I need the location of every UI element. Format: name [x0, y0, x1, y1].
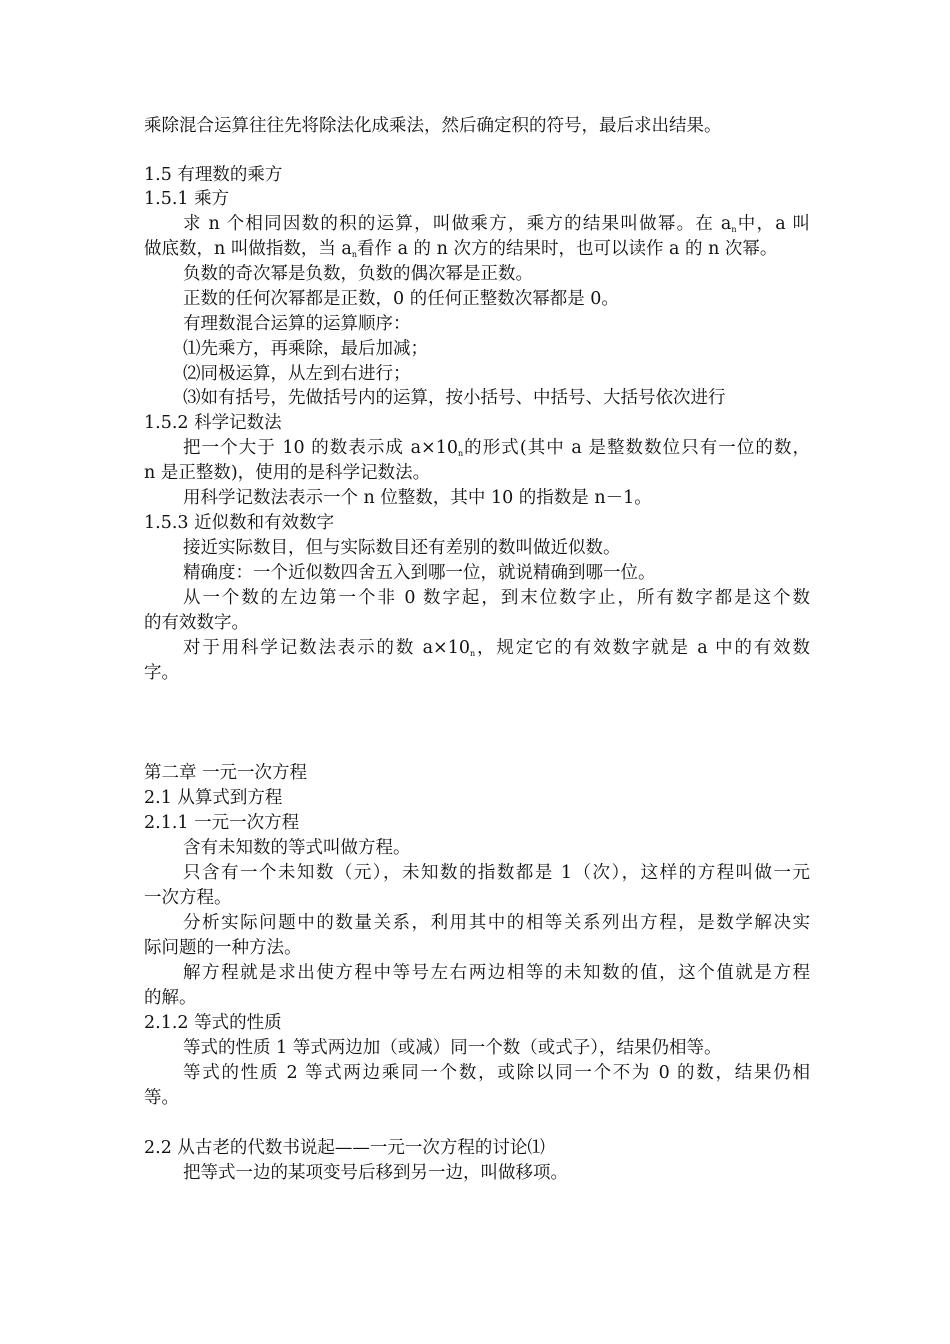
- paragraph-precision: 精确度：一个近似数四舍五入到哪一位，就说精确到哪一位。: [183, 563, 656, 583]
- subscript: n: [731, 225, 737, 234]
- paragraph-linear-eq-line2: 一次方程。: [144, 888, 232, 908]
- heading-1-5: 1.5 有理数的乘方: [144, 165, 283, 185]
- list-item-order-2: ⑵同极运算，从左到右进行；: [183, 364, 411, 384]
- paragraph-property-1: 等式的性质 1 等式两边加（或减）同一个数（或式子），结果仍相等。: [183, 1038, 722, 1058]
- text-run: 把一个大于 10 的数表示成 a×10: [183, 438, 458, 458]
- heading-1-5-2: 1.5.2 科学记数法: [144, 413, 282, 433]
- paragraph-approximate: 接近实际数目，但与实际数目还有差别的数叫做近似数。: [183, 538, 621, 558]
- text-run: 中，a 叫: [736, 214, 811, 234]
- text-run: 看作 a 的 n 次方的结果时，也可以读作 a 的 n 次幂。: [357, 239, 778, 259]
- paragraph-power-def-line2: [144, 237, 810, 264]
- list-item-order-3: ⑶如有括号，先做括号内的运算，按小括号、中括号、大括号依次进行: [183, 388, 726, 408]
- paragraph-negative-powers: 负数的奇次幂是负数，负数的偶次幂是正数。: [183, 264, 533, 284]
- paragraph-analysis-line2: 际问题的一种方法。: [144, 938, 302, 958]
- heading-2-1-2: 2.1.2 等式的性质: [144, 1013, 282, 1033]
- subscript: n: [351, 250, 357, 259]
- paragraph-property-2-line2: 等。: [144, 1088, 179, 1108]
- paragraph-power-def-line1: [183, 212, 810, 239]
- heading-1-5-1: 1.5.1 乘方: [144, 189, 230, 209]
- heading-2-1-1: 2.1.1 一元一次方程: [144, 813, 300, 833]
- paragraph-property-2-line1: 等式的性质 2 等式两边乘同一个数，或除以同一个不为 0 的数，结果仍相: [183, 1063, 810, 1083]
- paragraph-analysis-line1: 分析实际问题中的数量关系，利用其中的相等关系列出方程，是数学解决实: [183, 913, 810, 933]
- paragraph-equation-def: 含有未知数的等式叫做方程。: [183, 838, 411, 858]
- text-run: ，规定它的有效数字就是 a 中的有效数: [475, 638, 810, 658]
- list-item-order-1: ⑴先乘方，再乘除，最后加减；: [183, 339, 428, 359]
- heading-2-1: 2.1 从算式到方程: [144, 788, 283, 808]
- heading-2-2: 2.2 从古老的代数书说起——一元一次方程的讨论⑴: [144, 1138, 545, 1158]
- paragraph-sig-figs-line1: 从一个数的左边第一个非 0 数字起，到末位数字止，所有数字都是这个数: [183, 588, 810, 608]
- paragraph-positive-powers: 正数的任何次幂都是正数，0 的任何正整数次幂都是 0。: [183, 289, 619, 309]
- text-run: 的形式(其中 a 是整数数位只有一位的数，: [463, 438, 810, 458]
- text-run: 做底数，n 叫做指数，当 a: [144, 239, 352, 259]
- paragraph-linear-eq-line1: 只含有一个未知数（元），未知数的指数都是 1（次），这样的方程叫做一元: [183, 863, 810, 883]
- paragraph-sci-notation-line2: n 是正整数)，使用的是科学记数法。: [144, 463, 431, 483]
- paragraph-sci-notation-line1: [183, 436, 810, 463]
- text-run: 求 n 个相同因数的积的运算，叫做乘方，乘方的结果叫做幂。在 a: [183, 214, 732, 234]
- paragraph-sci-sig-figs-line1: [183, 636, 810, 663]
- paragraph-sig-figs-line2: 的有效数字。: [144, 613, 249, 633]
- paragraph-solution-line2: 的解。: [144, 988, 197, 1008]
- paragraph-sci-exponent: 用科学记数法表示一个 n 位整数，其中 10 的指数是 n－1。: [183, 488, 652, 508]
- paragraph-solution-line1: 解方程就是求出使方程中等号左右两边相等的未知数的值，这个值就是方程: [183, 963, 810, 983]
- chapter-title: 第二章 一元一次方程: [144, 763, 308, 783]
- subscript: n: [469, 649, 476, 658]
- paragraph-transposition: 把等式一边的某项变号后移到另一边，叫做移项。: [183, 1163, 568, 1183]
- subscript: n: [457, 449, 464, 458]
- heading-1-5-3: 1.5.3 近似数和有效数字: [144, 513, 335, 533]
- paragraph-intro: 乘除混合运算往往先将除法化成乘法，然后确定积的符号，最后求出结果。: [144, 116, 722, 136]
- paragraph-sci-sig-figs-line2: 字。: [144, 663, 179, 683]
- text-run: 对于用科学记数法表示的数 a×10: [183, 638, 470, 658]
- paragraph-operation-order: 有理数混合运算的运算顺序：: [183, 314, 411, 334]
